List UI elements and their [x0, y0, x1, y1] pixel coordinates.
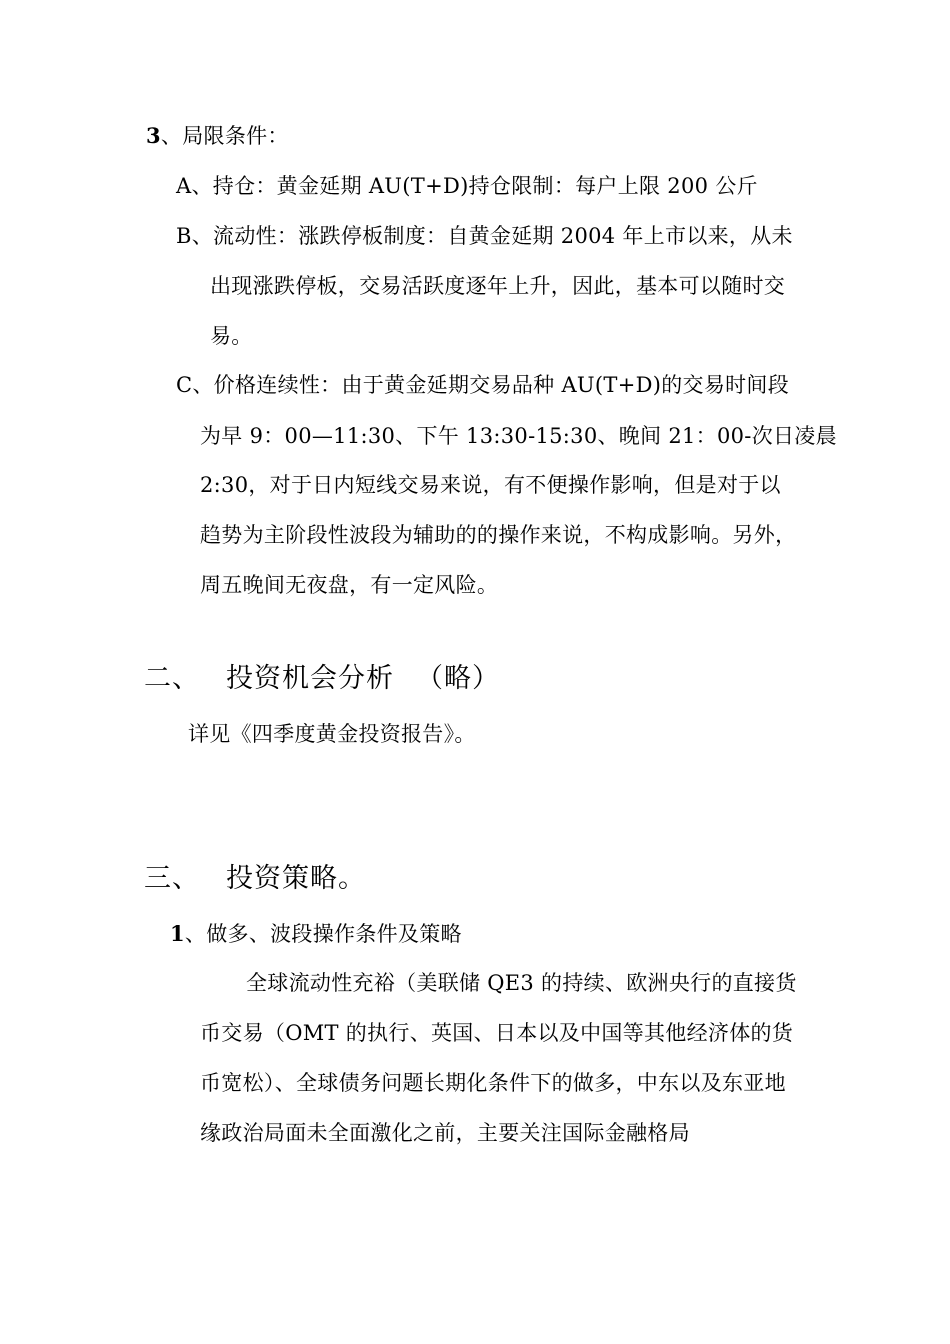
heading-3-label: 三、	[144, 863, 200, 894]
heading-2-label: 二、	[144, 663, 200, 694]
item-c-line-4: 趋势为主阶段性波段为辅助的的操作来说，不构成影响。另外，	[200, 523, 797, 547]
item-c-line-3: 2:30，对于日内短线交易来说，有不便操作影响，但是对于以	[200, 473, 781, 497]
subsection-1-heading: 1、做多、波段操作条件及策略	[170, 921, 462, 946]
item-c-line-5: 周五晚间无夜盘，有一定风险。	[200, 573, 499, 597]
item-a-line-1: A、持仓：黄金延期 AU(T+D)持仓限制：每户上限 200 公斤	[176, 174, 758, 198]
item-b-line-3: 易。	[210, 324, 253, 348]
heading-2-title: 投资机会分析	[226, 663, 394, 694]
heading-2-body: 详见《四季度黄金投资报告》。	[188, 722, 476, 746]
section-3-heading: 3、局限条件：	[146, 123, 289, 148]
item-c-line-2: 为早 9：00—11:30、下午 13:30-15:30、晚间 21：00-次日凌晨	[200, 424, 837, 448]
sub1-body-line-4: 缘政治局面未全面激化之前，主要关注国际金融格局	[200, 1121, 690, 1145]
heading-3	[144, 862, 366, 896]
sub1-body-line-1: 全球流动性充裕（美联储 QE3 的持续、欧洲央行的直接货	[246, 971, 797, 995]
item-b-line-2: 出现涨跌停板，交易活跃度逐年上升，因此，基本可以随时交	[210, 274, 786, 298]
heading-2-note: （略）	[416, 663, 500, 694]
item-b-line-1: B、流动性：涨跌停板制度：自黄金延期 2004 年上市以来，从未	[176, 224, 793, 248]
sub1-body-line-3: 币宽松）、全球债务问题长期化条件下的做多，中东以及东亚地	[200, 1071, 786, 1095]
item-c-line-1: C、价格连续性：由于黄金延期交易品种 AU(T+D)的交易时间段	[176, 373, 790, 397]
heading-3-title: 投资策略。	[226, 863, 366, 894]
heading-2	[144, 662, 500, 696]
sub1-body-line-2: 币交易（OMT 的执行、英国、日本以及中国等其他经济体的货	[200, 1021, 794, 1045]
